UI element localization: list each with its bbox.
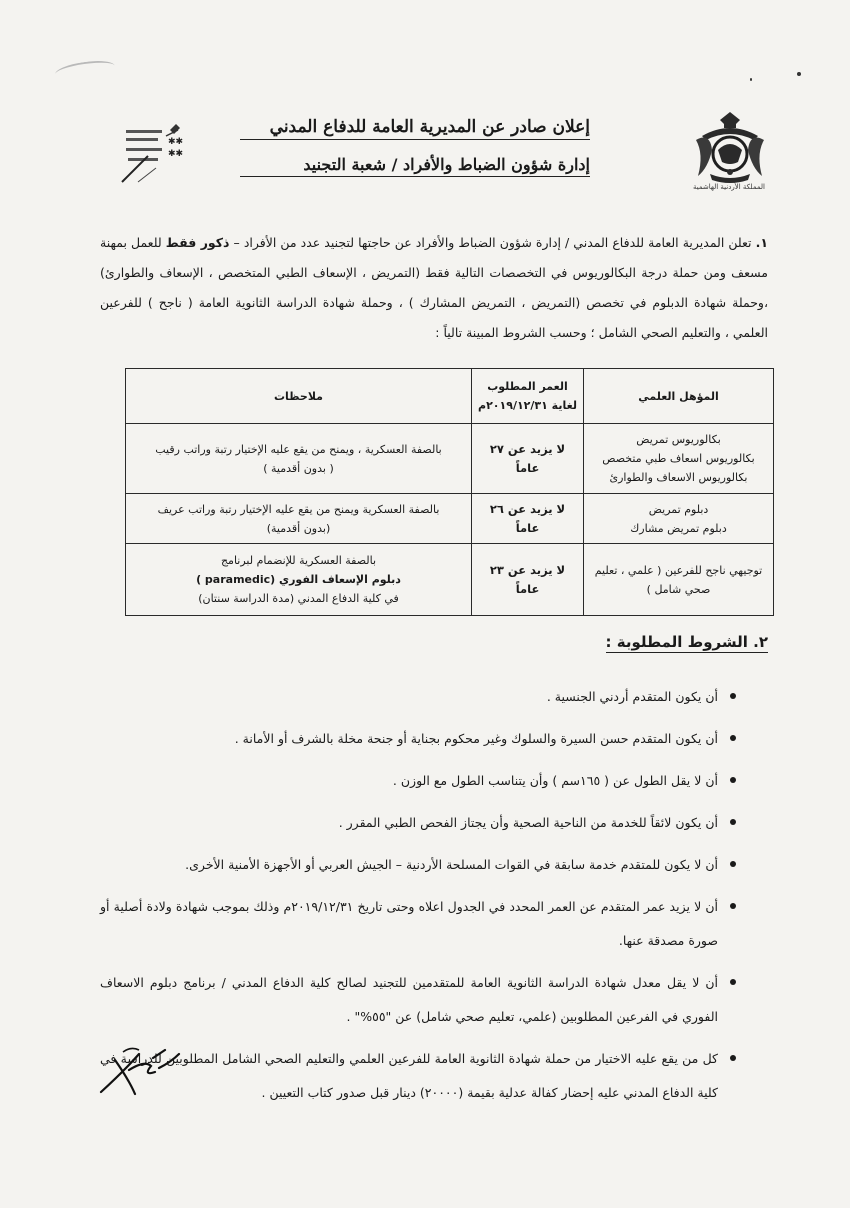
males-only-highlight: ذكور فقط xyxy=(165,235,230,250)
list-item xyxy=(100,764,718,798)
section-1-text-end: للعمل بمهنة مسعف ومن حملة درجة البكالوريوس في التخصصات التالية فقط (التمريض ، الإسعاف الطبي المتخصص ، الإسعاف والطوارئ) ،وحملة شهادة الدبلوم في تخصص (التمريض ، التمريض المشارك ) ، وحملة شهادة الدراسة الثانوية العامة ( ناجح ) للفرعين العلمي ، والتعليم الصحي الشامل ؛ وحسب الشروط المبينة تالياً : xyxy=(100,235,768,340)
table-row xyxy=(126,424,774,494)
notes-cell xyxy=(126,494,472,544)
section-1-text-start: تعلن المديرية العامة للدفاع المدني / إدارة شؤون الضباط والأفراد عن حاجتها لتجنيد عدد من الأفراد – xyxy=(233,235,752,250)
condition-text: أن يكون المتقدم أردني الجنسية . xyxy=(546,689,718,704)
qualification-line: بكالوريوس تمريض xyxy=(636,433,721,446)
reference-stamp-icon xyxy=(118,118,198,188)
bullet-icon xyxy=(730,777,736,783)
qualification-line: بكالوريوس الاسعاف والطوارئ xyxy=(609,471,748,484)
note-line: بالصفة العسكرية ، ويمنح من يقع عليه الإختيار رتبة وراتب رقيب xyxy=(155,442,442,456)
qualification-cell xyxy=(584,424,774,494)
bullet-icon xyxy=(730,903,736,909)
scan-dot xyxy=(797,72,801,76)
table-header-row xyxy=(126,369,774,424)
list-item xyxy=(100,1042,718,1110)
note-line: في كلية الدفاع المدني (مدة الدراسة سنتان) xyxy=(198,592,399,605)
requirements-table xyxy=(125,368,774,616)
bullet-icon xyxy=(730,861,736,867)
note-line: (بدون أقدمية) xyxy=(266,521,331,535)
condition-text: أن لا يزيد عمر المتقدم عن العمر المحدد في الجدول اعلاه وحتى تاريخ ٢٠١٩/١٢/٣١م وذلك بموجب شهادة ولادة أصلية أو صورة مصدقة عنها. xyxy=(100,899,718,948)
announcement-title: إعلان صادر عن المديرية العامة للدفاع المدني xyxy=(240,117,590,140)
bullet-icon xyxy=(730,1055,736,1061)
scan-mark xyxy=(54,58,116,82)
svg-text:✱✱: ✱✱ xyxy=(168,149,184,159)
condition-text: أن يكون لائقاً للخدمة من الناحية الصحية وأن يجتاز الفحص الطبي المقرر . xyxy=(338,815,718,830)
bullet-icon xyxy=(730,735,736,741)
list-item xyxy=(100,722,718,756)
scan-dot xyxy=(750,78,752,81)
section-2-title xyxy=(500,633,768,651)
section-1-paragraph xyxy=(100,228,768,348)
handwritten-signature-icon xyxy=(95,1040,185,1100)
emblem-caption: المملكة الأردنية الهاشمية xyxy=(692,183,766,191)
age-cell: لا يزيد عن ٢٦ عاماً xyxy=(472,494,584,544)
condition-text: أن يكون المتقدم حسن السيرة والسلوك وغير محكوم بجناية أو جنحة مخلة بالشرف أو الأمانة . xyxy=(234,731,718,746)
condition-text: أن لا يكون للمتقدم خدمة سابقة في القوات المسلحة الأردنية – الجيش العربي أو الأجهزة الأمنية الأخرى. xyxy=(185,857,718,872)
bullet-icon xyxy=(730,693,736,699)
qualification-line: دبلوم تمريض مشارك xyxy=(630,521,727,535)
header-notes: ملاحظات xyxy=(126,369,472,424)
notes-cell xyxy=(126,544,472,616)
department-subtitle: إدارة شؤون الضباط والأفراد / شعبة التجنيد xyxy=(240,155,590,177)
section-1-number: ١. xyxy=(755,235,768,250)
table-row xyxy=(126,494,774,544)
header-qualification: المؤهل العلمي xyxy=(584,369,774,424)
age-cell: لا يزيد عن ٢٧ عاماً xyxy=(472,424,584,494)
qualification-line: صحي شامل ) xyxy=(646,582,711,596)
list-item xyxy=(100,890,718,958)
jordan-coat-of-arms-icon xyxy=(690,110,770,190)
condition-text: أن لا يقل معدل شهادة الدراسة الثانوية العامة للمتقدمين للتجنيد لصالح كلية الدفاع المدني / برنامج دبلوم الاسعاف الفوري في الفرعين المطلوبين (علمي، تعليم صحي شامل) عن "٥٥%" . xyxy=(100,975,718,1024)
bullet-icon xyxy=(730,819,736,825)
age-cell: لا يزيد عن ٢٣ عاماً xyxy=(472,544,584,616)
notes-cell xyxy=(126,424,472,494)
qualification-cell xyxy=(584,544,774,616)
qualification-line: دبلوم تمريض xyxy=(648,502,709,516)
section-2-title-text: ٢. الشروط المطلوبة : xyxy=(605,633,768,651)
list-item xyxy=(100,680,718,714)
list-item xyxy=(100,806,718,840)
note-line: ( بدون أقدمية ) xyxy=(263,461,334,475)
bullet-icon xyxy=(730,979,736,985)
note-line: بالصفة العسكرية للإنضمام لبرنامج xyxy=(220,554,377,567)
condition-text: كل من يقع عليه الاختيار من حملة شهادة الثانوية العامة للفرعين العلمي والتعليم الصحي الشامل المطلوبين للدراسة في كلية الدفاع المدني عليه إحضار كفالة عدلية بقيمة (٢٠٠٠٠) دينار قبل صدور كتاب التعيين . xyxy=(100,1051,718,1100)
conditions-list xyxy=(100,680,718,1110)
header-age: العمر المطلوب لغاية ٢٠١٩/١٢/٣١م xyxy=(472,369,584,424)
qualification-line: بكالوريوس اسعاف طبي متخصص xyxy=(602,452,755,465)
note-line: بالصفة العسكرية ويمنح من يقع عليه الإختيار رتبة وراتب عريف xyxy=(157,502,440,516)
list-item xyxy=(100,966,718,1034)
condition-text: أن لا يقل الطول عن ( ١٦٥سم ) وأن يتناسب الطول مع الوزن . xyxy=(392,773,718,788)
svg-text:✱✱: ✱✱ xyxy=(168,137,184,147)
list-item xyxy=(100,848,718,882)
note-line: دبلوم الإسعاف الفوري (paramedic ) xyxy=(196,573,401,586)
qualification-line: توجيهي ناجح للفرعين ( علمي ، تعليم xyxy=(594,563,763,577)
qualification-cell xyxy=(584,494,774,544)
table-row xyxy=(126,544,774,616)
